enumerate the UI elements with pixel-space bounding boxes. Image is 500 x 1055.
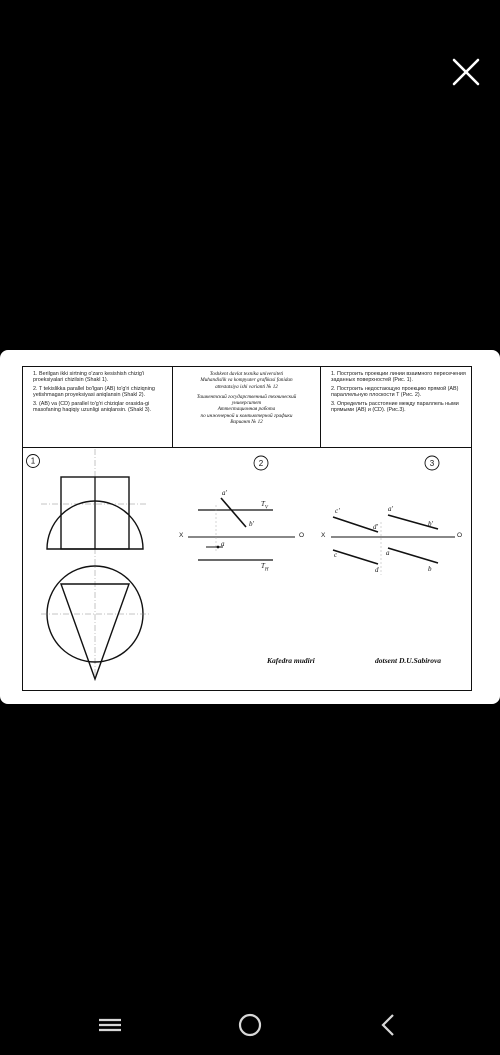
label-a: a [221,540,225,548]
sheet-header [23,367,471,448]
label-o-axis: O [299,532,305,539]
title-line: Muhandislik va kompyuter grafikasi fanidan [200,377,293,384]
label-x-axis: X [179,532,184,539]
title-line: Ташкентский государственный технический [196,393,297,400]
russian-tasks [321,367,473,447]
label-x-axis-3: X [321,532,326,539]
figure-number-3: 3 [429,459,435,468]
label-c: c [334,551,338,559]
label-tv: $T_V$ [261,500,268,511]
drawings-area [23,447,471,692]
task-text: 3. (AB) va (CD) parallel to'g'ri chiziqlar orasida-gi masofaning haqiqiy uzunligi aniqlansin. (Shakl 3). [33,401,152,413]
label-o-axis-3: O [457,532,463,539]
close-button[interactable] [448,54,484,90]
figure-1-drawing [27,449,150,679]
home-button[interactable] [230,1005,270,1045]
label-c-prime: c' [335,507,340,515]
back-button[interactable] [368,1005,408,1045]
signature-department-head: Kafedra mudiri [267,656,315,665]
task-text: 1. Berilgan ikki sirtning o'zaro kesishish chizig'i proeksiyalari chizilsin (Shakl 1). [33,371,145,383]
photo-image[interactable] [0,350,500,704]
close-icon [448,54,484,90]
task-text: 1. Построить проекции линии взаимного пересечения заданных поверхностей (Рис. 1). [331,371,466,383]
figure-number-2: 2 [258,459,264,468]
label-d-prime: d' [373,523,378,531]
label-a-prime: a' [222,489,227,497]
assignment-sheet [22,366,472,691]
title-line: Вариант № 12 [230,419,263,426]
title-line: Toshkent davlat texnika universiteti [209,371,284,377]
menu-icon [90,1005,130,1045]
task-text: 3. Определить расстояние между параллель ными прямыми (AB) и (CD). (Рис.3). [331,401,459,413]
title-line: по инженерной и компьютерной графики [200,412,293,419]
task-text: 2. T tekislikka parallel bo'lgan (AB) to'g'ri chiziqning yetishmagan proyeksiyasi aniqlansin (Shakl 2). [33,386,155,398]
back-icon [368,1005,408,1045]
recent-apps-button[interactable] [90,1005,130,1045]
figure-3-drawing [331,456,455,575]
uzbek-tasks [23,367,173,447]
figure-number-1: 1 [30,456,36,466]
label-th: $T_H$ [261,562,269,573]
label-a-3: a [386,549,390,557]
task-text: 2. Построить недостающую проекцию прямой (AB) параллельную плоскости T (Рис. 2). [331,386,459,398]
home-circle-icon [230,1005,270,1045]
label-d: d [375,566,379,574]
title-block [173,367,321,447]
signature-docent: dotsent D.U.Sabirova [375,656,442,665]
figure-2-drawing [188,456,295,560]
label-b-prime-3: b' [428,520,433,528]
title-line: attestatsiya ishi varianti № 12 [215,383,278,390]
label-b: b [428,565,432,573]
title-line: университет [231,400,262,407]
title-line: Аттестационная работа [217,406,276,413]
label-b-prime: b' [249,520,254,528]
label-a-prime-3: a' [388,505,393,513]
